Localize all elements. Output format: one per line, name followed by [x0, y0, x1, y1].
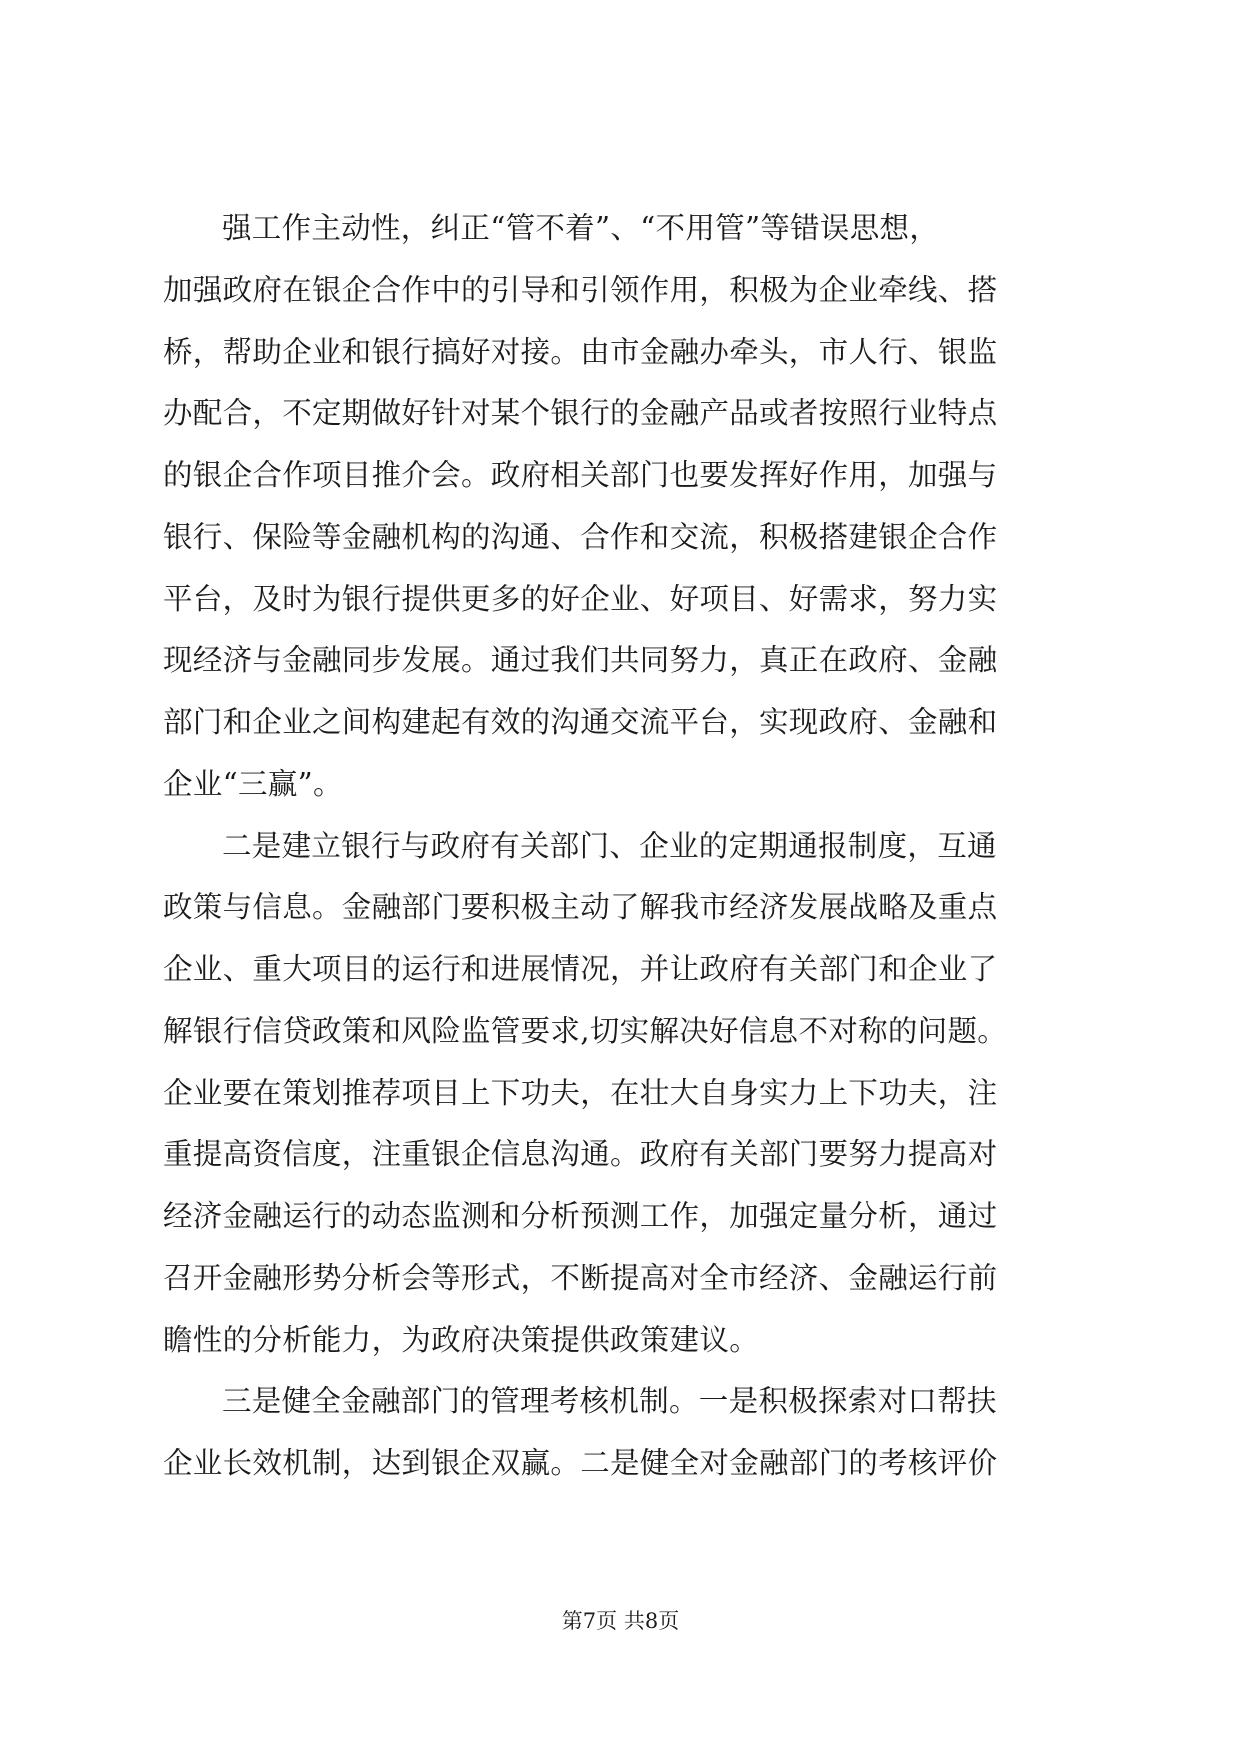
text-line: 桥，帮助企业和银行搞好对接。由市金融办牵头，市人行、银监: [163, 335, 998, 369]
page-footer: 第7页 共8页: [561, 1609, 680, 1633]
text-line: 企业、重大项目的运行和进展情况，并让政府有关部门和企业了: [163, 952, 998, 986]
text-line: 企业“三赢”。: [163, 767, 343, 801]
text-line: 召开金融形势分析会等形式，不断提高对全市经济、金融运行前: [163, 1261, 998, 1295]
text-line: 企业要在策划推荐项目上下功夫，在壮大自身实力上下功夫，注: [163, 1076, 998, 1110]
text-line: 平台，及时为银行提供更多的好企业、好项目、好需求，努力实: [163, 582, 998, 616]
text-line: 办配合，不定期做好针对某个银行的金融产品或者按照行业特点: [163, 396, 998, 430]
text-line: 二是建立银行与政府有关部门、企业的定期通报制度，互通: [222, 829, 997, 863]
text-line: 政策与信息。金融部门要积极主动了解我市经济发展战略及重点: [163, 890, 998, 924]
text-line: 瞻性的分析能力，为政府决策提供政策建议。: [163, 1323, 760, 1357]
text-line: 重提高资信度，注重银企信息沟通。政府有关部门要努力提高对: [163, 1137, 998, 1171]
text-line: 经济金融运行的动态监测和分析预测工作，加强定量分析，通过: [163, 1199, 998, 1233]
text-line: 加强政府在银企合作中的引导和引领作用，积极为企业牵线、搭: [163, 273, 998, 307]
text-line: 的银企合作项目推介会。政府相关部门也要发挥好作用，加强与: [163, 458, 998, 492]
text-line: 解银行信贷政策和风险监管要求,切实解决好信息不对称的问题。: [163, 1014, 1008, 1048]
text-line: 部门和企业之间构建起有效的沟通交流平台，实现政府、金融和: [163, 705, 998, 739]
text-line: 现经济与金融同步发展。通过我们共同努力，真正在政府、金融: [163, 643, 998, 677]
text-line: 强工作主动性，纠正“管不着”、“不用管”等错误思想，: [222, 211, 940, 245]
text-line: 三是健全金融部门的管理考核机制。一是积极探索对口帮扶: [222, 1384, 997, 1418]
text-line: 银行、保险等金融机构的沟通、合作和交流，积极搭建银企合作: [163, 520, 998, 554]
text-line: 企业长效机制，达到银企双赢。二是健全对金融部门的考核评价: [163, 1446, 998, 1480]
